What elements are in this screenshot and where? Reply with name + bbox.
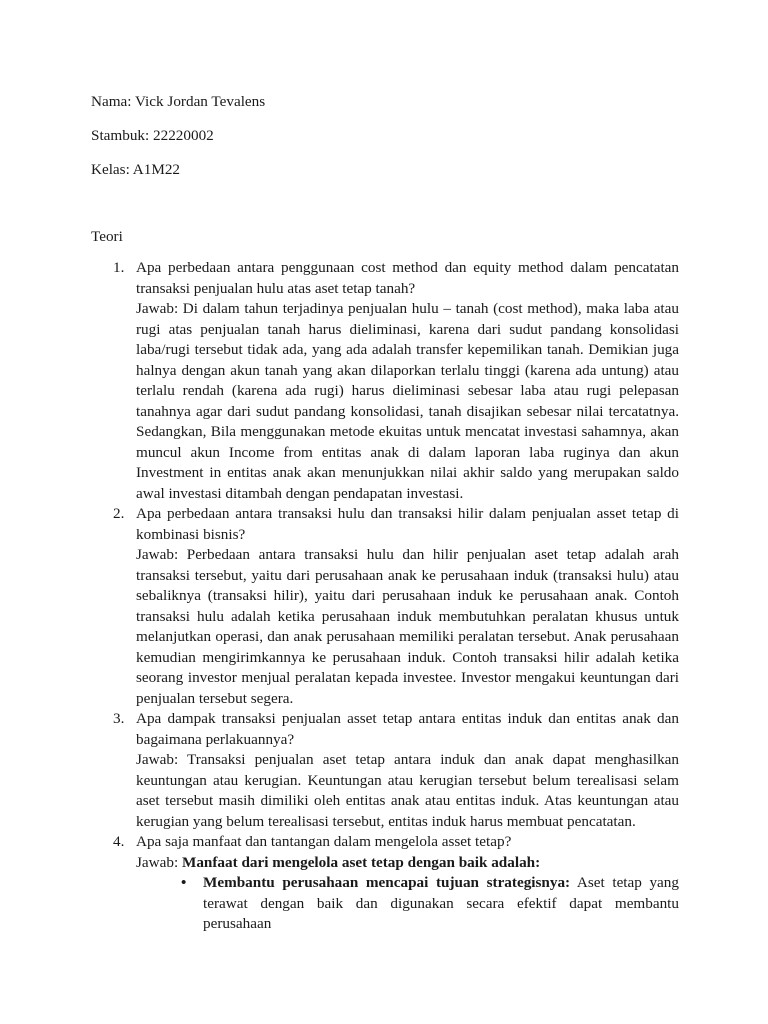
question-number: 2. xyxy=(113,505,125,522)
question-number: 4. xyxy=(113,833,125,850)
question-item xyxy=(0,832,679,935)
question-list xyxy=(0,258,768,935)
benefit-list xyxy=(136,873,679,935)
question-text: Apa perbedaan antara penggunaan cost method dan equity method dalam pencatatan transaksi penjualan hulu atas aset tetap tanah? xyxy=(136,259,679,297)
answer-heading: Manfaat dari mengelola aset tetap dengan baik adalah: xyxy=(181,853,541,871)
section-title: Teori xyxy=(91,228,123,245)
answer-text: Jawab: Perbedaan antara transaksi hulu dan hilir penjualan aset tetap adalah arah transaksi tersebut, yaitu dari perusahaan anak ke perusahaan induk (transaksi hulu) atau sebaliknya (transaksi hilir), yaitu dari perusahaan induk ke perusahaan anak. Contoh transaksi hulu adalah ketika perusahaan induk membutuhkan peralatan khusus untuk melanjutkan operasi, dan anak perusahaan memiliki peralatan tersebut. Anak perusahaan kemudian mengirimkannya ke perusahaan induk. Contoh transaksi hilir adalah ketika seorang investor menjual peralatan kepada investee. Investor mengakui keuntungan dari penjualan tersebut segera. xyxy=(136,546,679,707)
benefit-description: Aset tetap yang terawat dengan baik dan digunakan secara efektif dapat membantu perusahaan xyxy=(203,874,679,932)
question-text: Apa saja manfaat dan tantangan dalam mengelola asset tetap? xyxy=(136,833,512,850)
answer-prefix: Jawab: xyxy=(136,853,182,871)
benefit-item xyxy=(136,873,679,935)
question-text: Apa dampak transaksi penjualan asset tetap antara entitas induk dan entitas anak dan bagaimana perlakuannya? xyxy=(136,710,679,748)
question-text: Apa perbedaan antara transaksi hulu dan transaksi hilir dalam penjualan asset tetap di kombinasi bisnis? xyxy=(136,505,679,543)
answer-text xyxy=(136,853,679,874)
question-item xyxy=(0,258,679,504)
student-name: Nama: Vick Jordan Tevalens xyxy=(91,93,266,110)
bullet-icon: • xyxy=(181,874,187,891)
answer-text: Jawab: Di dalam tahun terjadinya penjualan hulu – tanah (cost method), maka laba atau rugi atas penjualan tanah harus dieliminasi, karena dari sudut pandang konsolidasi laba/rugi tersebut tidak ada, yang ada adalah transfer kepemilikan tanah. Demikian juga halnya dengan akun tanah yang akan dilaporkan terlalu tinggi (karena ada untung) atau terlalu rendah (karena ada rugi) harus dieliminasi sebesar laba atau rugi pelepasan tanahnya agar dari sudut pandang konsolidasi, tanah disajikan sebesar nilai tercatatnya. Sedangkan, Bila menggunakan metode ekuitas untuk mencatat investasi sahamnya, akan muncul akun Income from entitas anak di dalam laporan laba ruginya dan akun Investment in entitas anak akan menunjukkan nilai akhir saldo yang merupakan saldo awal investasi ditambah dengan pendapatan investasi. xyxy=(136,300,679,502)
question-number: 3. xyxy=(113,710,125,727)
question-item xyxy=(0,504,679,709)
benefit-text xyxy=(203,873,679,935)
student-stambuk: Stambuk: 22220002 xyxy=(91,127,214,144)
question-number: 1. xyxy=(113,259,125,276)
answer-text: Jawab: Transaksi penjualan aset tetap antara induk dan anak dapat menghasilkan keuntungan atau kerugian. Keuntungan atau kerugian tersebut belum terealisasi selam aset tersebut masih dimiliki oleh entitas anak atau entitas induk. Atas keuntungan atau kerugian yang belum terealisasi tersebut, entitas induk harus membuat pencatatan. xyxy=(136,751,679,830)
student-class: Kelas: A1M22 xyxy=(91,161,181,178)
benefit-title: Membantu perusahaan mencapai tujuan strategisnya: xyxy=(203,874,571,891)
question-item xyxy=(0,709,679,832)
